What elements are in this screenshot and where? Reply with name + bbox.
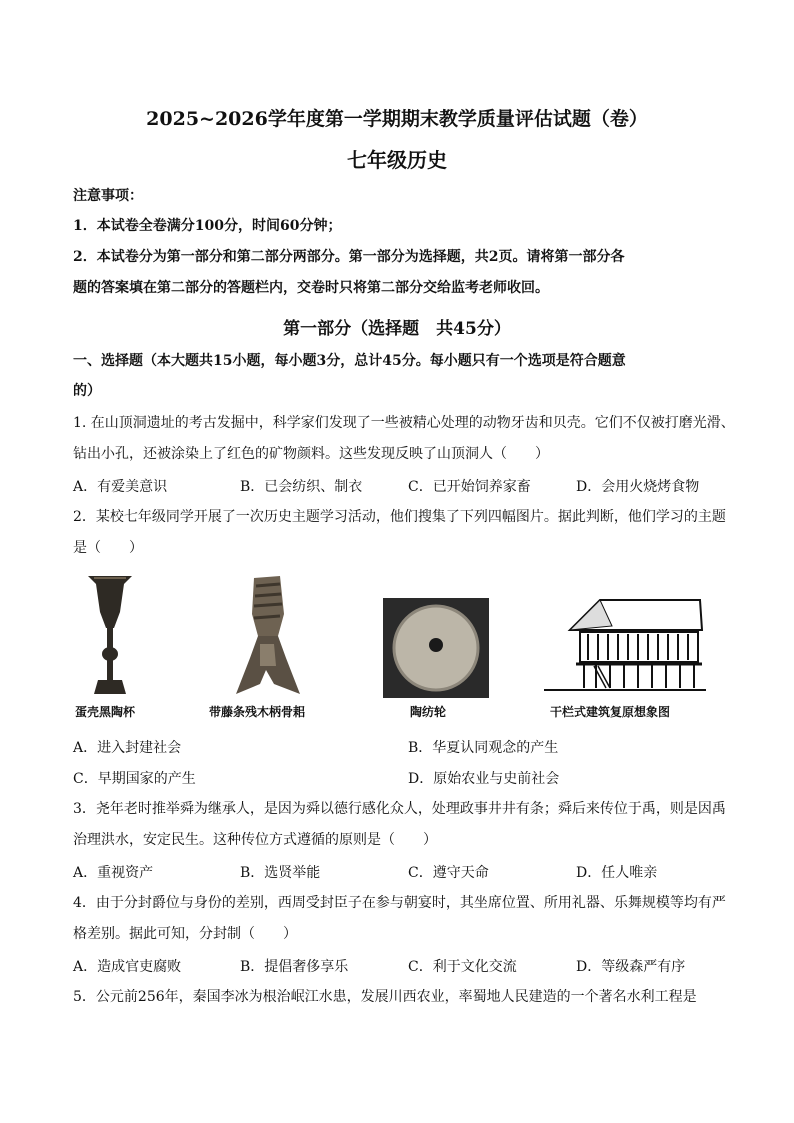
q1-stem-line-2: 钻出小孔，还被涂染上了红色的矿物颜料。这些发现反映了山顶洞人（ ） [73, 446, 549, 462]
q4-stem-line-2: 格差别。据此可知，分封制（ ） [73, 926, 297, 942]
pottery-spindle-whorl-image [383, 598, 489, 698]
q1-option-a: A．有爱美意识 [73, 479, 168, 495]
stilt-house-drawing-image [540, 596, 710, 700]
exam-title: 2025~2026学年度第一学期期末教学质量评估试题（卷） [146, 108, 648, 130]
q4-option-d: D．等级森严有序 [576, 959, 686, 975]
q2-option-c: C．早期国家的产生 [73, 771, 196, 787]
q4-option-a: A．造成官吏腐败 [73, 959, 182, 975]
q1-option-c: C．已开始饲养家畜 [408, 479, 531, 495]
section-1-instructions-line-2: 的） [73, 383, 101, 399]
q2-stem-line-2: 是（ ） [73, 540, 143, 556]
q2-caption-1: 蛋壳黑陶杯 [75, 705, 136, 719]
q2-caption-2: 带藤条残木柄骨耜 [209, 705, 306, 719]
q2-caption-4: 干栏式建筑复原想象图 [550, 705, 671, 719]
notes-heading: 注意事项： [73, 188, 143, 204]
q1-option-d: D．会用火烧烤食物 [576, 479, 700, 495]
bone-plough-image [230, 574, 306, 700]
q3-option-b: B．选贤举能 [240, 865, 321, 881]
notes-item-2-line-2: 题的答案填在第二部分的答题栏内，交卷时只将第二部分交给监考老师收回。 [73, 280, 549, 296]
q2-option-b: B．华夏认同观念的产生 [408, 740, 559, 756]
q2-stem-line-1: 2．某校七年级同学开展了一次历史主题学习活动，他们搜集了下列四幅图片。据此判断，他们学习的主题 [73, 509, 726, 525]
q1-option-b: B．已会纺织、制衣 [240, 479, 363, 495]
q4-stem-line-1: 4．由于分封爵位与身份的差别，西周受封臣子在参与朝宴时，其坐席位置、所用礼器、乐舞规模等均有严 [73, 895, 726, 911]
q3-stem-line-1: 3．尧年老时推举舜为继承人，是因为舜以德行感化众人，处理政事井井有条；舜后来传位于禹，则是因禹 [73, 801, 726, 817]
q3-stem-line-2: 治理洪水，安定民生。这种传位方式遵循的原则是（ ） [73, 832, 437, 848]
q2-option-d: D．原始农业与史前社会 [408, 771, 560, 787]
q4-option-c: C．利于文化交流 [408, 959, 517, 975]
q4-option-b: B．提倡奢侈享乐 [240, 959, 349, 975]
notes-item-1: 1．本试卷全卷满分100分，时间60分钟； [73, 218, 342, 234]
q2-caption-3: 陶纺轮 [410, 705, 447, 719]
q2-option-a: A．进入封建社会 [73, 740, 182, 756]
notes-item-2-line-1: 2．本试卷分为第一部分和第二部分两部分。第一部分为选择题，共2页。请将第一部分各 [73, 249, 625, 265]
q3-option-c: C．遵守天命 [408, 865, 489, 881]
q1-stem-line-1: 1. 在山顶洞遗址的考古发掘中，科学家们发现了一些被精心处理的动物牙齿和贝壳。它们不仅被打磨光滑、 [73, 415, 735, 431]
eggshell-black-pottery-cup-image [80, 572, 140, 700]
q3-option-a: A．重视资产 [73, 865, 154, 881]
section-1-title: 第一部分（选择题 共45分） [283, 319, 511, 339]
section-1-instructions-line-1: 一、选择题（本大题共15小题，每小题3分，总计45分。每小题只有一个选项是符合题意 [73, 353, 626, 369]
q5-stem-line-1: 5．公元前256年，秦国李冰为根治岷江水患，发展川西农业，率蜀地人民建造的一个著名水利工程是 [73, 989, 697, 1005]
exam-subtitle: 七年级历史 [347, 148, 447, 172]
q3-option-d: D．任人唯亲 [576, 865, 658, 881]
